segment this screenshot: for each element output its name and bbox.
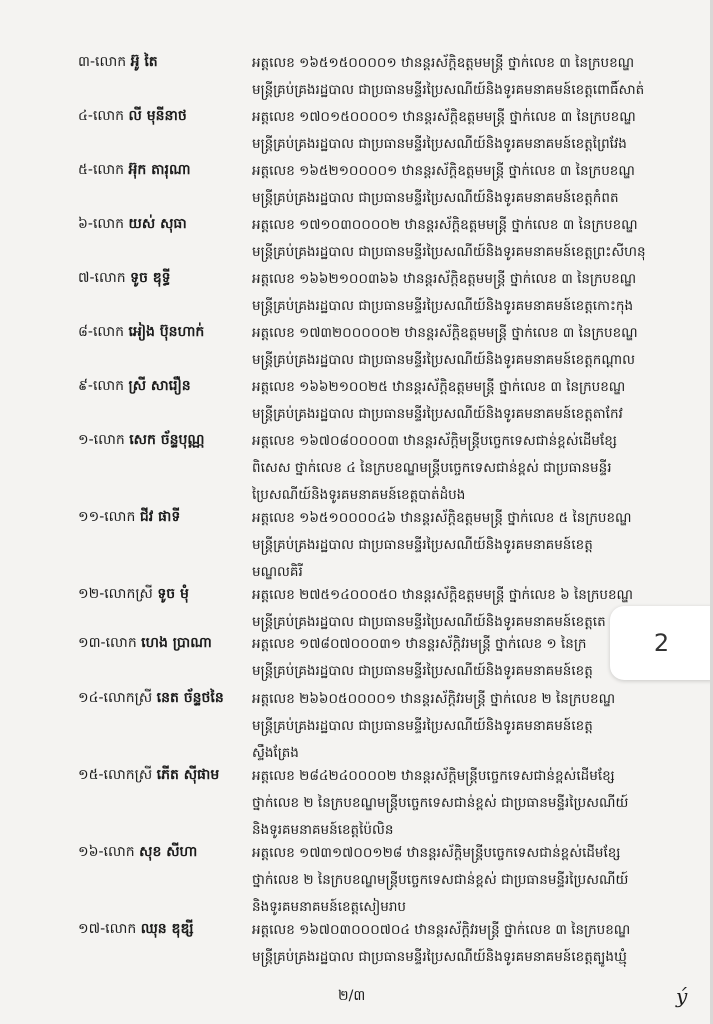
entry-description xyxy=(252,212,672,266)
entry-prefix: ៧-លោក xyxy=(78,270,126,286)
description-line: អត្តលេខ ១៦៦២១០០៣៦៦ ឋានន្តរស័ក្តិឧត្តមមន្ត្រី ថ្នាក់លេខ ៣ នៃក្របខណ្ឌ xyxy=(252,271,637,287)
entry-name xyxy=(78,840,248,864)
description-line: អត្តលេខ ១៧៣២០០០០០២ ឋានន្តរស័ក្តិឧត្តមមន្ត្រី ថ្នាក់លេខ ៣ នៃក្របខណ្ឌ xyxy=(252,325,638,341)
entry-name xyxy=(78,917,248,941)
entry-prefix: ១៣-លោក xyxy=(78,635,137,651)
description-line: អត្តលេខ ២៧៥១៤០០០៥០ ឋានន្តរស័ក្តិឧត្តមមន្ត្រី ថ្នាក់លេខ ៦ នៃក្របខណ្ឌ xyxy=(252,587,634,603)
description-line: អត្តលេខ ១៦៧០៨០០០០៣ ឋានន្តរស័ក្តិមន្ត្រីបច្ចេកទេសជាន់ខ្ពស់ដើមខ្សែ xyxy=(252,433,617,449)
entry-name xyxy=(78,266,248,290)
entry-description xyxy=(252,104,672,158)
description-line: មន្ត្រីគ្រប់គ្រងរដ្ឋបាល ជាប្រធានមន្ទីរប្រៃសណីយ៍និងទូរគមនាគមន៍ខេត្តតាកែវ xyxy=(252,406,623,422)
description-line: អត្តលេខ ១៧០១៥០០០០១ ឋានន្តរស័ក្តិឧត្តមមន្ត្រី ថ្នាក់លេខ ៣ នៃក្របខណ្ឌ xyxy=(252,109,636,125)
page-indicator-badge[interactable]: 2 xyxy=(610,606,713,680)
entry-name xyxy=(78,320,248,344)
entry-name xyxy=(78,505,248,529)
entry-name xyxy=(78,104,248,128)
entry-prefix: ១៤-លោកស្រី xyxy=(78,690,153,706)
entry-description xyxy=(252,266,672,320)
entry-description xyxy=(252,840,672,921)
entry-name xyxy=(78,428,248,452)
entry-description xyxy=(252,631,672,685)
description-line: អត្តលេខ ១៦៥១៥០០០០១ ឋានន្តរស័ក្តិឧត្តមមន្ត្រី ថ្នាក់លេខ ៣ នៃក្របខណ្ឌ xyxy=(252,55,635,71)
entry-description xyxy=(252,582,672,636)
description-line: អត្តលេខ ១៦៥១០០០០៤៦ ឋានន្តរស័ក្តិឧត្តមមន្ត្រី ថ្នាក់លេខ ៥ នៃក្របខណ្ឌ xyxy=(252,510,632,526)
entry-person-name: នេត ច័ន្ទថនៃ xyxy=(156,690,224,706)
description-line: ថ្នាក់លេខ ២ នៃក្របខណ្ឌមន្ត្រីបច្ចេកទេសជាន់ខ្ពស់ ជាប្រធានមន្ទីរប្រៃសណីយ៍ xyxy=(252,872,629,888)
entry-prefix: ៩-លោក xyxy=(78,378,125,394)
entry-prefix: ១២-លោកស្រី xyxy=(78,586,153,602)
entry-description xyxy=(252,917,672,971)
description-line: និងទូរគមនាគមន៍ខេត្តសៀមរាប xyxy=(252,899,406,915)
entry-description xyxy=(252,374,672,428)
entry-prefix: ៨-លោក xyxy=(78,324,125,340)
entry-prefix: ១៦-លោក xyxy=(78,844,135,860)
entry-description xyxy=(252,50,672,104)
entry-person-name: សុខ សីហា xyxy=(139,844,198,860)
entry-name xyxy=(78,212,248,236)
description-line: មន្ត្រីគ្រប់គ្រងរដ្ឋបាល ជាប្រធានមន្ទីរប្រៃសណីយ៍និងទូរគមនាគមន៍ខេត្តកំពត xyxy=(252,190,619,206)
entry-name xyxy=(78,763,248,787)
description-line: អត្តលេខ ២៦៦០៥០០០០១ ឋានន្តរស័ក្តិវរមន្ត្រី ថ្នាក់លេខ ២ នៃក្របខណ្ឌ xyxy=(252,691,616,707)
entry-name xyxy=(78,158,248,182)
entry-description xyxy=(252,158,672,212)
page-number: ២/៣ xyxy=(338,988,366,1004)
entry-description xyxy=(252,686,672,767)
entry-prefix: ១៧-លោក xyxy=(78,921,137,937)
description-line: ថ្នាក់លេខ ២ នៃក្របខណ្ឌមន្ត្រីបច្ចេកទេសជាន់ខ្ពស់ ជាប្រធានមន្ទីរប្រៃសណីយ៍ xyxy=(252,795,629,811)
entry-description xyxy=(252,428,672,509)
entry-name xyxy=(78,631,248,655)
description-line: អត្តលេខ ១៦៦២១០០២៥ ឋានន្តរស័ក្តិឧត្តមមន្ត្រី ថ្នាក់លេខ ៣ នៃក្របខណ្ឌ xyxy=(252,379,626,395)
entry-prefix: ៥-លោក xyxy=(78,162,125,178)
description-line: អត្តលេខ ១៦៧០៣០០០៧០៤ ឋានន្តរស័ក្តិវរមន្ត្រី ថ្នាក់លេខ ៣ នៃក្របខណ្ឌ xyxy=(252,922,631,938)
description-line: ពិសេស ថ្នាក់លេខ ៤ នៃក្របខណ្ឌមន្ត្រីបច្ចេកទេសជាន់ខ្ពស់ ជាប្រធានមន្ទីរ xyxy=(252,460,612,476)
description-line: មន្ត្រីគ្រប់គ្រងរដ្ឋបាល ជាប្រធានមន្ទីរប្រៃសណីយ៍និងទូរគមនាគមន៍ខេត្តព្រះសីហនុ xyxy=(252,244,646,260)
entry-person-name: អ៊ូ តៃ xyxy=(130,54,158,70)
entry-prefix: ១៥-លោកស្រី xyxy=(78,767,153,783)
description-line: ស្ទឹងត្រែង xyxy=(252,745,299,761)
entry-person-name: ស្រី សារឿន xyxy=(128,378,191,394)
entry-person-name: ឈុន ឌុឌ្សី xyxy=(140,921,194,937)
entry-person-name: ទូច មុំ xyxy=(157,586,189,602)
description-line: អត្តលេខ ១៧១០៣០០០០២ ឋានន្តរស័ក្តិឧត្តមមន្ត្រី ថ្នាក់លេខ ៣ នៃក្របខណ្ឌ xyxy=(252,217,638,233)
entry-person-name: អ៊ុក តារុណា xyxy=(128,162,191,178)
description-line: មន្ត្រីគ្រប់គ្រងរដ្ឋបាល ជាប្រធានមន្ទីរប្រៃសណីយ៍និងទូរគមនាគមន៍ខេត្ត xyxy=(252,537,593,553)
description-line: មណ្ឌលគិរី xyxy=(252,564,303,580)
entry-person-name: យស់ សុធា xyxy=(128,216,187,232)
entry-name xyxy=(78,374,248,398)
entry-prefix: ៤-លោក xyxy=(78,108,125,124)
entry-prefix: ៣-លោក xyxy=(78,54,127,70)
entry-description xyxy=(252,320,672,374)
description-line: អត្តលេខ ១៧៨០៧០០០៣១ ឋានន្តរស័ក្តិវរមន្ត្រី ថ្នាក់លេខ ១ នៃក្រ xyxy=(252,636,587,652)
description-line: មន្ត្រីគ្រប់គ្រងរដ្ឋបាល ជាប្រធានមន្ទីរប្រៃសណីយ៍និងទូរគមនាគមន៍ខេត្តត្បូងឃ្មុំ xyxy=(252,949,627,965)
description-line: អត្តលេខ ១៦៥២១០០០០១ ឋានន្តរស័ក្តិឧត្តមមន្ត្រី ថ្នាក់លេខ ៣ នៃក្របខណ្ឌ xyxy=(252,163,635,179)
entry-prefix: ១-លោក xyxy=(78,432,125,448)
entry-prefix: ១១-លោក xyxy=(78,509,136,525)
description-line: មន្ត្រីគ្រប់គ្រងរដ្ឋបាល ជាប្រធានមន្ទីរប្រៃសណីយ៍និងទូរគមនាគមន៍ខេត្តព្រៃវែង xyxy=(252,136,627,152)
description-line: មន្ត្រីគ្រប់គ្រងរដ្ឋបាល ជាប្រធានមន្ទីរប្រៃសណីយ៍និងទូរគមនាគមន៍ខេត្តកោះកុង xyxy=(252,298,634,314)
description-line: អត្តលេខ ១៧៣១៧០០១២៨ ឋានន្តរស័ក្តិមន្ត្រីបច្ចេកទេសជាន់ខ្ពស់ដើមខ្សែ xyxy=(252,845,621,861)
entry-person-name: សេក ច័ន្ទបុណ្ណ xyxy=(129,432,205,448)
entry-name xyxy=(78,50,248,74)
entry-name xyxy=(78,686,248,710)
description-line: និងទូរគមនាគមន៍ខេត្តប៉ៃលិន xyxy=(252,822,394,838)
description-line: មន្ត្រីគ្រប់គ្រងរដ្ឋបាល ជាប្រធានមន្ទីរប្រៃសណីយ៍និងទូរគមនាគមន៍ខេត្តតេ xyxy=(252,614,606,630)
description-line: អត្តលេខ ២៨៤២៤០០០០២ ឋានន្តរស័ក្តិមន្ត្រីបច្ចេកទេសជាន់ខ្ពស់ដើមខ្សែ xyxy=(252,768,615,784)
entry-description xyxy=(252,505,672,586)
entry-person-name: លី មុនីនាថ xyxy=(128,108,187,124)
entry-prefix: ៦-លោក xyxy=(78,216,125,232)
description-line: មន្ត្រីគ្រប់គ្រងរដ្ឋបាល ជាប្រធានមន្ទីរប្រៃសណីយ៍និងទូរគមនាគមន៍ខេត្ត xyxy=(252,718,593,734)
entry-person-name: ទូច ឌុទ្ធី xyxy=(130,270,171,286)
signature-mark: ý xyxy=(676,984,688,1008)
description-line: មន្ត្រីគ្រប់គ្រងរដ្ឋបាល ជាប្រធានមន្ទីរប្រៃសណីយ៍និងទូរគមនាគមន៍ខេត្តកណ្ដាល xyxy=(252,352,635,368)
description-line: មន្ត្រីគ្រប់គ្រងរដ្ឋបាល ជាប្រធានមន្ទីរប្រៃសណីយ៍និងទូរគមនាគមន៍ខេត្ត xyxy=(252,663,593,679)
description-line: ប្រៃសណីយ៍និងទូរគមនាគមន៍ខេត្តបាត់ដំបង xyxy=(252,487,466,503)
entry-person-name: ជីវ ផាទី xyxy=(139,509,181,525)
description-line: មន្ត្រីគ្រប់គ្រងរដ្ឋបាល ជាប្រធានមន្ទីរប្រៃសណីយ៍និងទូរគមនាគមន៍ខេត្តពោធិ៍សាត់ xyxy=(252,82,645,98)
entry-person-name: អៀង ប៊ុនហាក់ xyxy=(128,324,205,340)
entry-person-name: ភើត ស៊ីផាម xyxy=(156,767,220,783)
entry-person-name: ហេង ប្រាណា xyxy=(141,635,212,651)
entry-description xyxy=(252,763,672,844)
entry-name xyxy=(78,582,248,606)
